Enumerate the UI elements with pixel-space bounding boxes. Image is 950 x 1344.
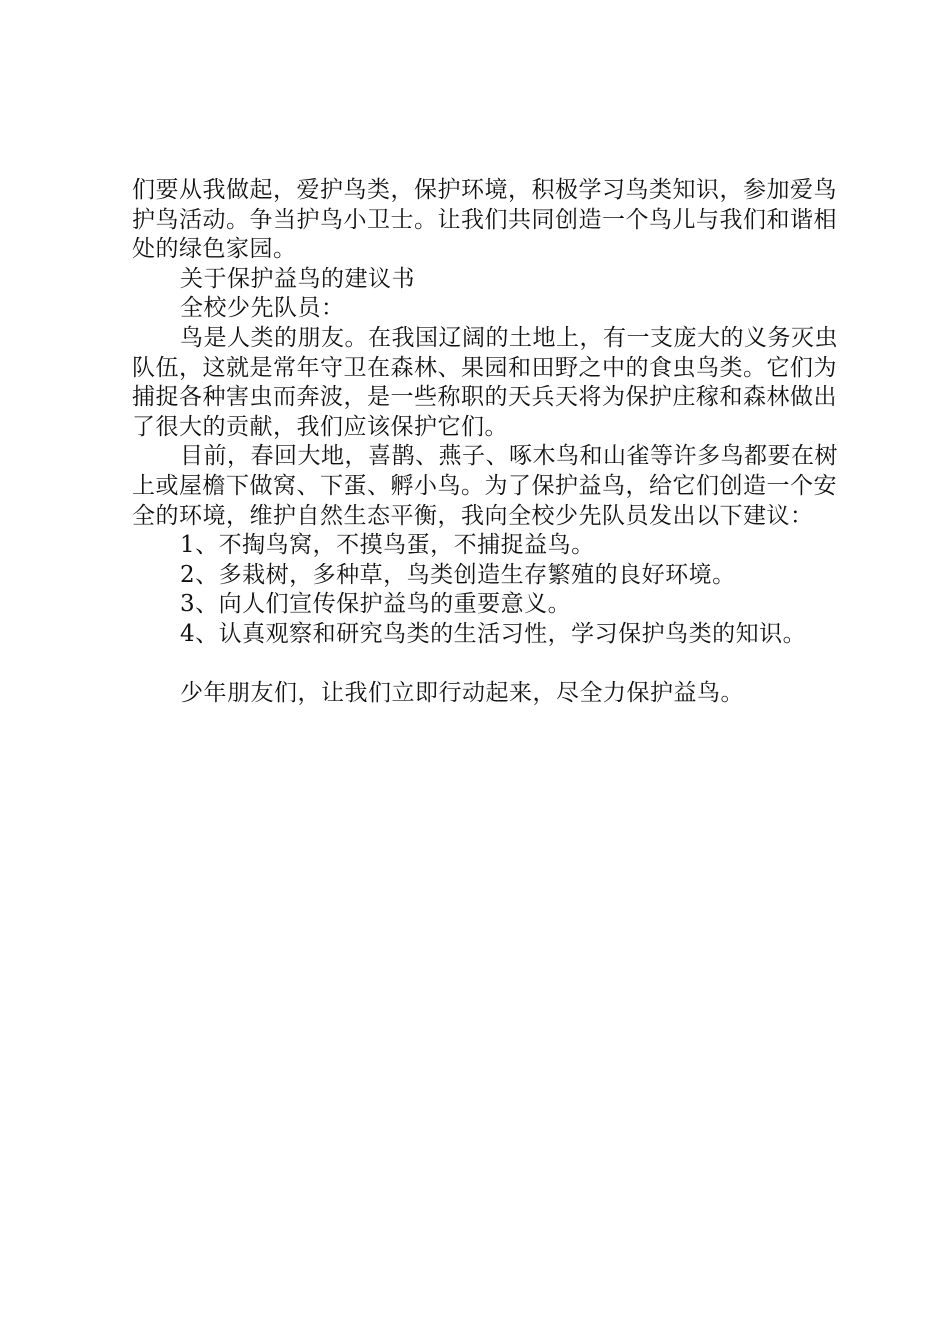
body-paragraph-2: 目前，春回大地，喜鹊、燕子、啄木鸟和山雀等许多鸟都要在树上或屋檐下做窝、下蛋、孵小鸟。为了保护益鸟，给它们创造一个安全的环境，维护自然生态平衡，我向全校少先队员发出以下建议：	[132, 443, 838, 529]
suggestion-item-1: 1、不掏鸟窝，不摸鸟蛋，不捕捉益鸟。	[180, 532, 595, 559]
document-title: 关于保护益鸟的建议书	[180, 265, 415, 292]
document-body	[132, 176, 852, 709]
salutation: 全校少先队员：	[180, 295, 345, 322]
suggestion-item-3: 3、向人们宣传保护益鸟的重要意义。	[180, 591, 572, 618]
suggestion-item-4: 4、认真观察和研究鸟类的生活习性，学习保护鸟类的知识。	[180, 620, 807, 647]
continuation-paragraph: 们要从我做起，爱护鸟类，保护环境，积极学习鸟类知识，参加爱鸟护鸟活动。争当护鸟小卫士。让我们共同创造一个鸟儿与我们和谐相处的绿色家园。	[132, 177, 837, 263]
closing-paragraph: 少年朋友们，让我们立即行动起来，尽全力保护益鸟。	[180, 680, 744, 707]
body-paragraph-1: 鸟是人类的朋友。在我国辽阔的土地上，有一支庞大的义务灭虫队伍，这就是常年守卫在森林、果园和田野之中的食虫鸟类。它们为捕捉各种害虫而奔波，是一些称职的天兵天将为保护庄稼和森林做出了很大的贡献，我们应该保护它们。	[132, 324, 838, 440]
blank-line	[132, 650, 852, 680]
suggestion-item-2: 2、多栽树，多种草，鸟类创造生存繁殖的良好环境。	[180, 561, 736, 588]
